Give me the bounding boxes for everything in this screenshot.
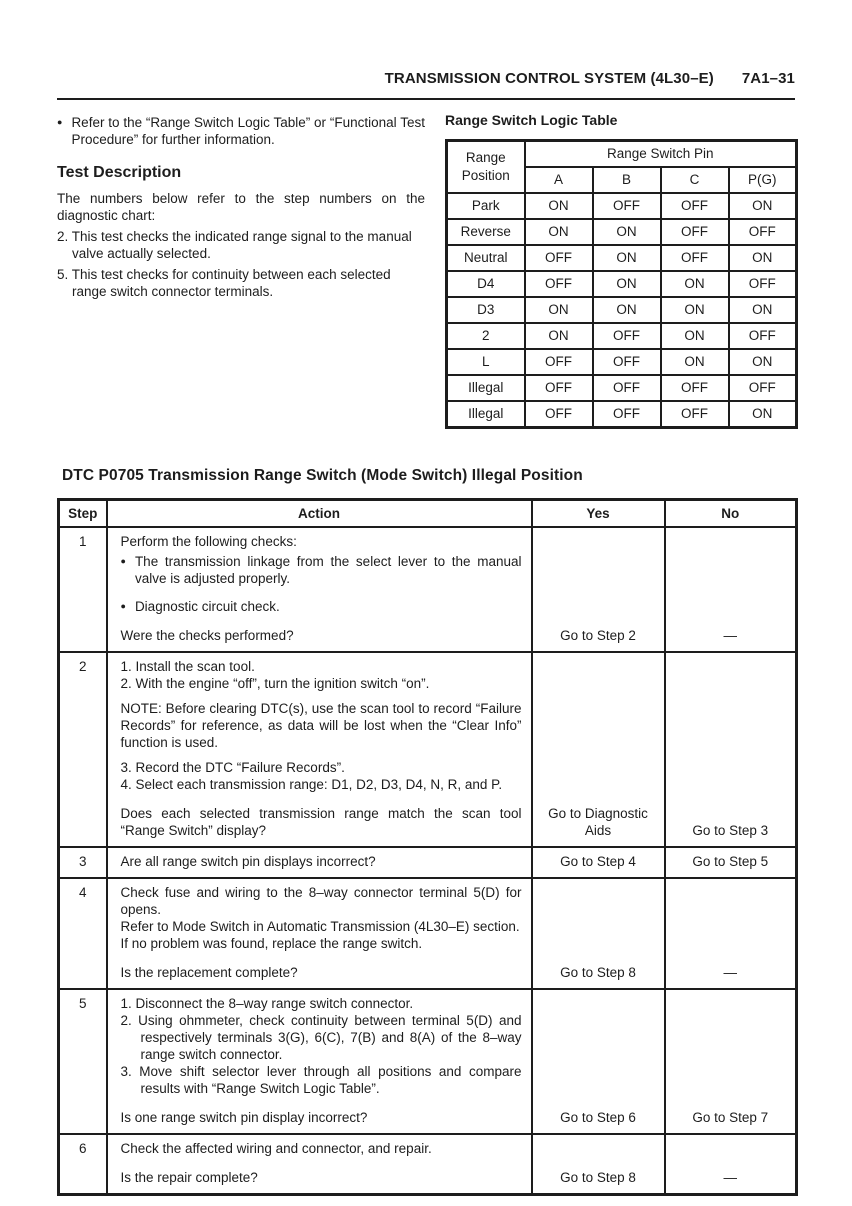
step-cell: 3 <box>59 847 107 878</box>
pin-state-cell: ON <box>729 193 797 219</box>
action-cell <box>107 527 532 652</box>
no-cell: Go to Step 3 <box>665 652 797 847</box>
bullet-icon: ● <box>120 556 126 567</box>
table-row <box>59 652 797 847</box>
action-cell <box>107 989 532 1134</box>
bullet-text: The transmission linkage from the select lever to the manual valve is adjusted properly. <box>134 554 522 587</box>
step-cell: 2 <box>59 652 107 847</box>
range-position-cell: Illegal <box>447 375 525 401</box>
logic-table-row <box>447 297 797 323</box>
pin-state-cell: ON <box>525 323 593 349</box>
no-cell: Go to Step 5 <box>665 847 797 878</box>
range-position-cell: Reverse <box>447 219 525 245</box>
pin-state-cell: OFF <box>661 193 729 219</box>
pin-state-cell: ON <box>593 271 661 297</box>
logic-table-section <box>445 112 795 429</box>
pin-state-cell: OFF <box>661 375 729 401</box>
intro-bullet-item <box>57 114 425 148</box>
page-title: TRANSMISSION CONTROL SYSTEM (4L30–E) <box>384 70 714 87</box>
page-header <box>57 70 795 100</box>
diagnostic-table-body <box>59 527 797 1195</box>
column-header-no: No <box>665 500 797 528</box>
pin-state-cell: ON <box>661 271 729 297</box>
intro-bullet-text: Refer to the “Range Switch Logic Table” or “Functional Test Procedure” for further information. <box>71 114 425 147</box>
action-num: 1. Disconnect the 8–way range switch connector. <box>120 996 414 1012</box>
pin-state-cell: OFF <box>525 271 593 297</box>
page-number: 7A1–31 <box>741 70 795 87</box>
pin-header-b: B <box>593 167 661 193</box>
pin-header-c: C <box>661 167 729 193</box>
pin-state-cell: ON <box>729 245 797 271</box>
pin-state-cell: ON <box>661 349 729 375</box>
test-description-lead: The numbers below refer to the step numbers on the diagnostic chart: <box>57 191 425 224</box>
action-num: 1. Install the scan tool. <box>120 659 255 675</box>
action-question: Were the checks performed? <box>120 628 294 644</box>
pin-state-cell: ON <box>729 349 797 375</box>
logic-table-header-row <box>447 140 797 167</box>
logic-table-title: Range Switch Logic Table <box>445 111 618 128</box>
bullet-text: Diagnostic circuit check. <box>134 599 280 615</box>
diagnostic-header-row <box>59 500 797 528</box>
logic-table-row <box>447 323 797 349</box>
action-note: NOTE: Before clearing DTC(s), use the scan tool to record “Failure Records” for reference, as data will be lost when the “Clear Info” function is used. <box>120 701 522 751</box>
action-cell <box>107 1134 532 1195</box>
bullet-icon: ● <box>120 601 126 612</box>
logic-table-row <box>447 401 797 428</box>
table-row <box>59 847 797 878</box>
logic-table-row <box>447 193 797 219</box>
pin-header-pg: P(G) <box>729 167 797 193</box>
pin-state-cell: OFF <box>661 245 729 271</box>
pin-state-cell: ON <box>729 297 797 323</box>
column-header-action: Action <box>107 500 532 528</box>
yes-cell: Go to Diagnostic Aids <box>532 652 665 847</box>
logic-table-body <box>447 193 797 428</box>
pin-state-cell: OFF <box>593 193 661 219</box>
pin-state-cell: OFF <box>525 349 593 375</box>
range-position-cell: Neutral <box>447 245 525 271</box>
diagnostic-table <box>57 498 798 1196</box>
pin-header-a: A <box>525 167 593 193</box>
pin-state-cell: ON <box>525 193 593 219</box>
yes-cell: Go to Step 8 <box>532 878 665 989</box>
pin-state-cell: OFF <box>593 401 661 428</box>
pin-state-cell: ON <box>661 323 729 349</box>
action-text: If no problem was found, replace the range switch. <box>120 936 423 952</box>
action-bullet <box>121 598 522 615</box>
column-header-step: Step <box>59 500 107 528</box>
action-question: Is the repair complete? <box>120 1170 258 1186</box>
range-position-cell: 2 <box>447 323 525 349</box>
action-num: 2. With the engine “off”, turn the ignition switch “on”. <box>120 676 430 692</box>
logic-table-row <box>447 245 797 271</box>
pin-state-cell: ON <box>661 297 729 323</box>
no-cell: — <box>665 878 797 989</box>
action-cell <box>107 652 532 847</box>
action-question: Does each selected transmission range match the scan tool “Range Switch” display? <box>120 806 522 839</box>
pin-state-cell: OFF <box>661 401 729 428</box>
logic-table <box>445 139 798 429</box>
test-description-heading: Test Description <box>57 163 182 181</box>
action-question: Are all range switch pin displays incorrect? <box>120 854 376 870</box>
yes-cell: Go to Step 2 <box>532 527 665 652</box>
action-text: Perform the following checks: <box>120 534 297 550</box>
action-num: 4. Select each transmission range: D1, D2, D3, D4, N, R, and P. <box>120 777 503 793</box>
pin-state-cell: OFF <box>593 375 661 401</box>
action-question: Is one range switch pin display incorrect? <box>120 1110 368 1126</box>
pin-state-cell: OFF <box>729 375 797 401</box>
range-switch-pin-header: Range Switch Pin <box>525 140 797 167</box>
pin-state-cell: ON <box>525 219 593 245</box>
yes-cell: Go to Step 4 <box>532 847 665 878</box>
step-cell: 4 <box>59 878 107 989</box>
column-header-yes: Yes <box>532 500 665 528</box>
no-cell: Go to Step 7 <box>665 989 797 1134</box>
test-description-item: 2. This test checks the indicated range signal to the manual valve actually selected. <box>57 229 412 262</box>
pin-state-cell: ON <box>593 219 661 245</box>
range-position-cell: L <box>447 349 525 375</box>
yes-cell: Go to Step 6 <box>532 989 665 1134</box>
range-position-header: Range Position <box>447 140 525 193</box>
range-position-cell: Park <box>447 193 525 219</box>
logic-table-row <box>447 375 797 401</box>
dtc-heading: DTC P0705 Transmission Range Switch (Mode Switch) Illegal Position <box>62 466 583 484</box>
step-cell: 1 <box>59 527 107 652</box>
yes-cell: Go to Step 8 <box>532 1134 665 1195</box>
intro-section <box>57 112 795 429</box>
action-cell <box>107 878 532 989</box>
pin-state-cell: OFF <box>661 219 729 245</box>
no-cell: — <box>665 1134 797 1195</box>
logic-table-row <box>447 219 797 245</box>
range-position-cell: Illegal <box>447 401 525 428</box>
table-row <box>59 527 797 652</box>
pin-state-cell: OFF <box>593 323 661 349</box>
pin-state-cell: ON <box>593 297 661 323</box>
range-position-cell: D4 <box>447 271 525 297</box>
action-num: 3. Move shift selector lever through all positions and compare results with “Range Switch Logic Table”. <box>120 1064 522 1097</box>
pin-state-cell: OFF <box>525 245 593 271</box>
table-row <box>59 1134 797 1195</box>
pin-state-cell: OFF <box>729 323 797 349</box>
pin-state-cell: OFF <box>729 219 797 245</box>
action-num: 3. Record the DTC “Failure Records”. <box>120 760 345 776</box>
action-cell <box>107 847 532 878</box>
table-row <box>59 878 797 989</box>
pin-state-cell: OFF <box>593 349 661 375</box>
range-position-cell: D3 <box>447 297 525 323</box>
pin-state-cell: ON <box>593 245 661 271</box>
step-cell: 6 <box>59 1134 107 1195</box>
pin-state-cell: OFF <box>525 401 593 428</box>
action-text: Check the affected wiring and connector, and repair. <box>120 1141 432 1157</box>
table-row <box>59 989 797 1134</box>
pin-state-cell: ON <box>525 297 593 323</box>
action-text: Check fuse and wiring to the 8–way connector terminal 5(D) for opens. <box>120 885 522 918</box>
logic-table-row <box>447 349 797 375</box>
logic-table-row <box>447 271 797 297</box>
test-description-item: 5. This test checks for continuity between each selected range switch connector terminals. <box>57 267 391 300</box>
pin-state-cell: OFF <box>729 271 797 297</box>
pin-state-cell: OFF <box>525 375 593 401</box>
bullet-icon: ● <box>57 116 63 127</box>
action-question: Is the replacement complete? <box>120 965 298 981</box>
action-num: 2. Using ohmmeter, check continuity between terminal 5(D) and respectively terminals 3(G), 6(C), 7(B) and 8(A) of the 8–way range switch connector. <box>120 1013 522 1063</box>
no-cell: — <box>665 527 797 652</box>
pin-state-cell: ON <box>729 401 797 428</box>
action-bullet <box>121 553 522 587</box>
intro-column <box>57 112 425 429</box>
action-text: Refer to Mode Switch in Automatic Transmission (4L30–E) section. <box>120 919 520 935</box>
step-cell: 5 <box>59 989 107 1134</box>
